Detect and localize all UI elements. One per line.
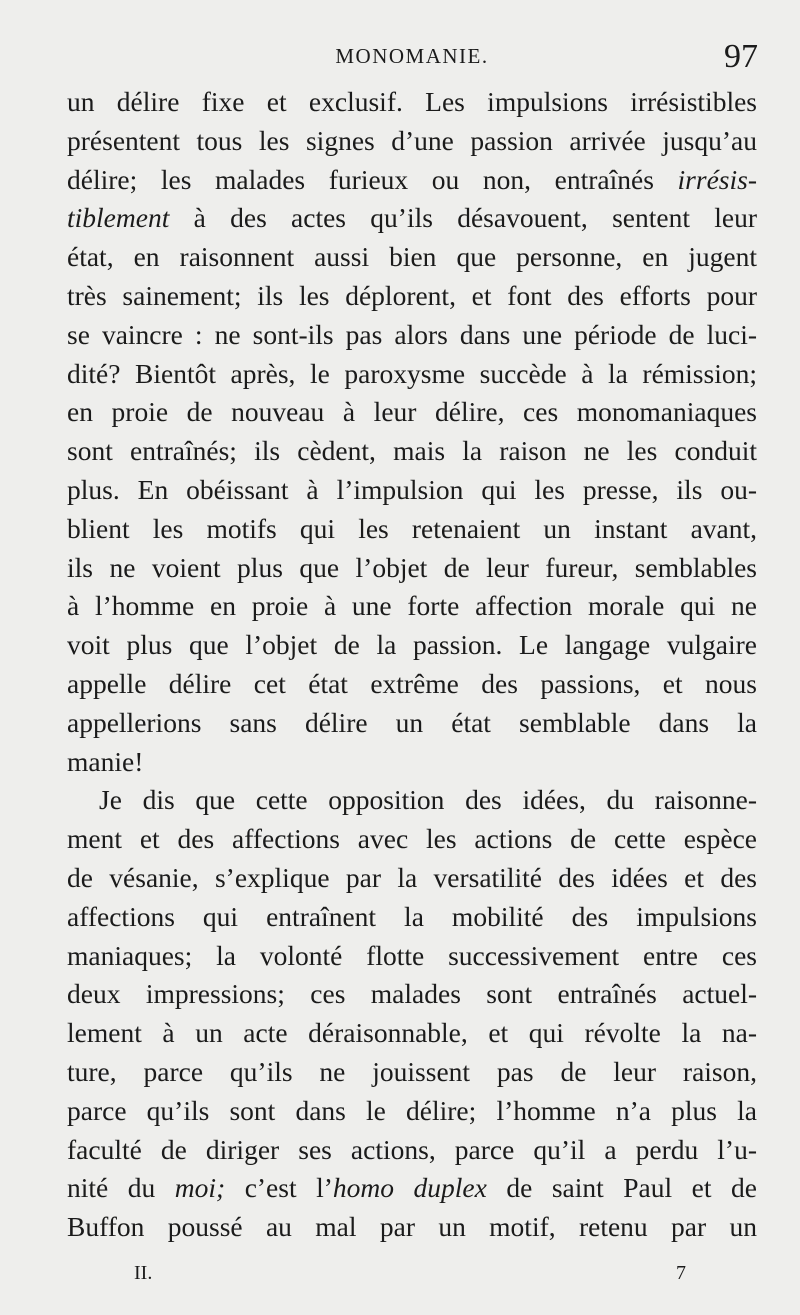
text-run: se vaincre : ne sont-ils pas alors dans une période de luci- [67, 318, 757, 350]
text-run: Buffon poussé au mal par un motif, retenu par un [67, 1211, 757, 1243]
text-line [67, 626, 757, 665]
text-run: appelle délire cet état extrême des passions, et nous [67, 667, 757, 699]
text-line [67, 975, 757, 1014]
text-run: ture, parce qu’ils ne jouissent pas de leur raison, [67, 1055, 757, 1087]
signature-number: 7 [676, 1262, 686, 1284]
text-line [67, 122, 757, 161]
text-line [67, 393, 757, 432]
text-line [67, 161, 757, 200]
italic-text: tiblement [67, 202, 170, 234]
text-run: très sainement; ils les déplorent, et font des efforts pour [67, 279, 757, 311]
text-run: ils ne voient plus que l’objet de leur fureur, semblables [67, 551, 757, 583]
text-run: état, en raisonnent aussi bien que personne, en jugent [67, 241, 757, 273]
text-line [67, 781, 757, 820]
text-run: faculté de diriger ses actions, parce qu’il a perdu l’u- [67, 1133, 757, 1165]
text-run: voit plus que l’objet de la passion. Le langage vulgaire [67, 629, 757, 661]
text-run: lement à un acte déraisonnable, et qui révolte la na- [67, 1017, 757, 1049]
text-run: à l’homme en proie à une forte affection morale qui ne [67, 590, 757, 622]
text-line [67, 937, 757, 976]
italic-text: moi; [174, 1172, 226, 1204]
text-line [67, 1208, 757, 1247]
text-run: en proie de nouveau à leur délire, ces monomaniaques [67, 396, 757, 428]
italic-text: irrésis- [677, 163, 757, 195]
text-run: manie! [67, 745, 144, 777]
text-run: dité? Bientôt après, le paroxysme succède à la rémission; [67, 357, 757, 389]
text-line [67, 704, 757, 743]
text-line [67, 1053, 757, 1092]
italic-text: homo duplex [332, 1172, 487, 1204]
text-run: délire; les malades furieux ou non, entraînés [67, 163, 678, 195]
text-run: parce qu’ils sont dans le délire; l’homme n’a plus la [67, 1094, 757, 1126]
text-line [67, 83, 757, 122]
text-run: c’est l’ [225, 1172, 333, 1204]
text-run: sont entraînés; ils cèdent, mais la raison ne les conduit [67, 435, 757, 467]
text-run: blient les motifs qui les retenaient un instant avant, [67, 512, 757, 544]
text-line [67, 743, 757, 782]
signature-mark: II. [134, 1262, 153, 1284]
text-line [67, 1092, 757, 1131]
text-run: plus. En obéissant à l’impulsion qui les presse, ils ou- [67, 473, 757, 505]
text-line [67, 510, 757, 549]
text-run: deux impressions; ces malades sont entraînés actuel- [67, 978, 757, 1010]
text-line [67, 820, 757, 859]
text-run: de saint Paul et de [486, 1172, 757, 1204]
text-run: maniaques; la volonté flotte successivement entre ces [67, 939, 757, 971]
text-run: à des actes qu’ils désavouent, sentent leur [169, 202, 757, 234]
running-title: MONOMANIE. [335, 44, 489, 68]
body-text [67, 83, 757, 1247]
text-line [67, 1014, 757, 1053]
text-run: ment et des affections avec les actions de cette espèce [67, 823, 757, 855]
text-line [67, 471, 757, 510]
page-number: 97 [724, 38, 758, 75]
page-header [66, 40, 758, 80]
text-line [67, 1169, 757, 1208]
text-line [67, 587, 757, 626]
text-line [67, 432, 757, 471]
text-line [67, 1131, 757, 1170]
text-line [67, 238, 757, 277]
text-line [67, 549, 757, 588]
text-run: nité du [67, 1172, 175, 1204]
text-line [67, 277, 757, 316]
text-run: présentent tous les signes d’une passion arrivée jusqu’au [67, 124, 757, 156]
text-line [67, 355, 757, 394]
text-run: Je dis que cette opposition des idées, du raisonne- [99, 784, 757, 816]
text-run: affections qui entraînent la mobilité des impulsions [67, 900, 757, 932]
text-line [67, 316, 757, 355]
text-line [67, 665, 757, 704]
text-run: un délire fixe et exclusif. Les impulsions irrésistibles [67, 86, 757, 117]
text-line [67, 199, 757, 238]
page-footer [134, 1262, 694, 1292]
text-run: de vésanie, s’explique par la versatilité des idées et des [67, 861, 757, 893]
text-line [67, 859, 757, 898]
text-line [67, 898, 757, 937]
text-run: appellerions sans délire un état semblable dans la [67, 706, 757, 738]
